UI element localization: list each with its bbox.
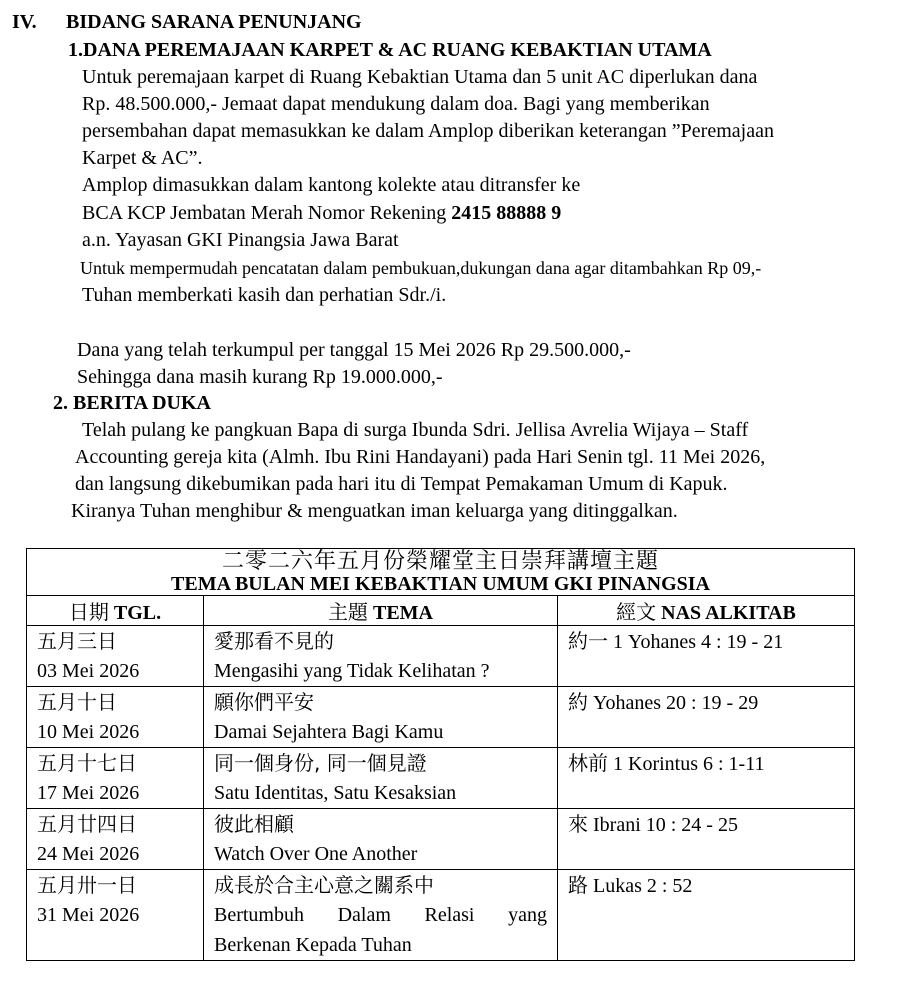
item1-heading: 1.DANA PEREMAJAAN KARPET & AC RUANG KEBAKTIAN UTAMA (68, 39, 712, 61)
table-row (27, 687, 855, 748)
nas-cell: 路 Lukas 2 : 52 (558, 870, 855, 961)
theme-cell: 愛那看不見的 Mengasihi yang Tidak Kelihatan ? (204, 626, 558, 687)
item1-line: Untuk peremajaan karpet di Ruang Kebaktian Utama dan 5 unit AC diperlukan dana (82, 66, 758, 88)
theme-cell: 成長於合主心意之關系中 Bertumbuh Dalam Relasi yang Berkenan Kepada Tuhan (204, 870, 558, 961)
section-title: BIDANG SARANA PENUNJANG (66, 11, 362, 33)
theme-justified-line: Bertumbuh Dalam Relasi yang (214, 904, 547, 926)
theme-cell: 願你們平安 Damai Sejahtera Bagi Kamu (204, 687, 558, 748)
collected-line: Dana yang telah terkumpul per tanggal 15 Mei 2026 Rp 29.500.000,- (77, 339, 631, 361)
nas-cell: 林前 1 Korintus 6 : 1-11 (558, 748, 855, 809)
date-cell: 五月廿四日 24 Mei 2026 (27, 809, 204, 870)
bank-line (82, 201, 561, 225)
item2-line: Telah pulang ke pangkuan Bapa di surga Ibunda Sdri. Jellisa Avrelia Wijaya – Staff (82, 419, 749, 441)
date-cell: 五月卅一日 31 Mei 2026 (27, 870, 204, 961)
date-cell: 五月十七日 17 Mei 2026 (27, 748, 204, 809)
theme-table (26, 548, 855, 961)
theme-cell: 同一個身份, 同一個見證 Satu Identitas, Satu Kesaksian (204, 748, 558, 809)
table-title-id: TEMA BULAN MEI KEBAKTIAN UMUM GKI PINANGSIA (171, 573, 710, 595)
table-row (27, 748, 855, 809)
item2-line: dan langsung dikebumikan pada hari itu di Tempat Pemakaman Umum di Kapuk. (75, 473, 728, 495)
item1-line: persembahan dapat memasukkan ke dalam Amplop diberikan keterangan ”Peremajaan (82, 120, 774, 142)
account-number: 2415 88888 9 (451, 202, 562, 224)
item1-line: Amplop dimasukkan dalam kantong kolekte atau ditransfer ke (82, 174, 581, 196)
note-line: Untuk mempermudah pencatatan dalam pembukuan,dukungan dana agar ditambahkan Rp 09,- (80, 258, 762, 278)
remaining-line: Sehingga dana masih kurang Rp 19.000.000,- (77, 366, 443, 388)
item2-line: Accounting gereja kita (Almh. Ibu Rini Handayani) pada Hari Senin tgl. 11 Mei 2026, (75, 446, 766, 468)
table-header-row (27, 596, 855, 626)
date-cell: 五月三日 03 Mei 2026 (27, 626, 204, 687)
bank-line-prefix: BCA KCP Jembatan Merah Nomor Rekening (82, 202, 452, 224)
blessing-line: Tuhan memberkati kasih dan perhatian Sdr./i. (82, 284, 447, 306)
section-number: IV. (12, 11, 37, 33)
table-title-cn: 二零二六年五月份榮耀堂主日崇拜講壇主題 (222, 549, 660, 574)
table-row (27, 870, 855, 961)
header-date: 日期 TGL. (27, 596, 204, 626)
item2-line: Kiranya Tuhan menghibur & menguatkan iman keluarga yang ditinggalkan. (71, 500, 678, 522)
item1-line: Karpet & AC”. (82, 147, 203, 169)
account-name: a.n. Yayasan GKI Pinangsia Jawa Barat (82, 229, 399, 251)
theme-cell: 彼此相顧 Watch Over One Another (204, 809, 558, 870)
nas-cell: 約一 1 Yohanes 4 : 19 - 21 (558, 626, 855, 687)
date-cell: 五月十日 10 Mei 2026 (27, 687, 204, 748)
nas-cell: 約 Yohanes 20 : 19 - 29 (558, 687, 855, 748)
table-row (27, 809, 855, 870)
table-title (27, 549, 855, 596)
header-theme: 主題 TEMA (204, 596, 558, 626)
table-row (27, 626, 855, 687)
item1-line: Rp. 48.500.000,- Jemaat dapat mendukung dalam doa. Bagi yang memberikan (82, 93, 710, 115)
header-nas: 經文 NAS ALKITAB (558, 596, 855, 626)
nas-cell: 來 Ibrani 10 : 24 - 25 (558, 809, 855, 870)
item2-heading: 2. BERITA DUKA (53, 392, 211, 414)
